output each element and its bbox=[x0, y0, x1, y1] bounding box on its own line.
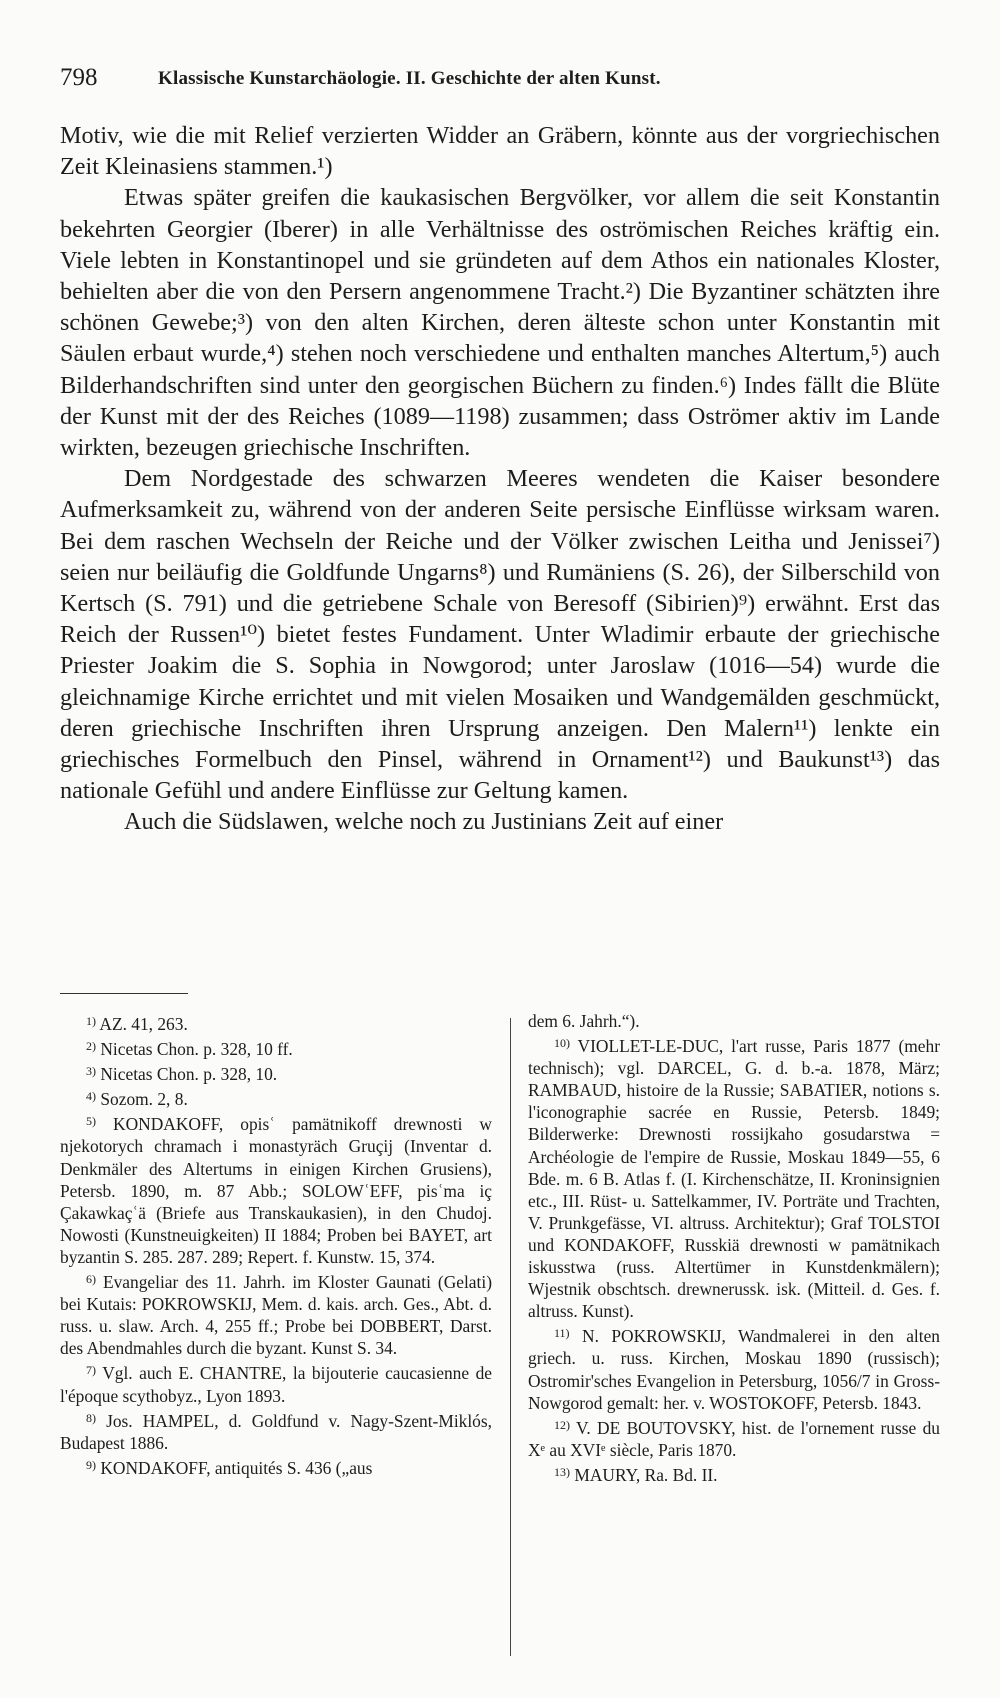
footnote-7: $^{7)}$ Vgl. auch E. CHANTRE, la bijouterie caucasienne de l'époque scythobyz., Lyon 1893. bbox=[60, 1363, 492, 1406]
paragraph-3: Dem Nordgestade des schwarzen Meeres wendeten die Kaiser besondere Aufmerksamkeit zu, während von der anderen Seite persische Einflüsse wirksam waren. Bei dem raschen Wechseln der Reiche und der Völker zwischen Leitha und Jenissei⁷) seien nur beiläufig die Goldfunde Ungarns⁸) und Rumäniens (S. 26), der Silberschild von Kertsch (S. 791) und die getriebene Schale von Beresoff (Sibirien)⁹) erwähnt. Erst das Reich der Russen¹⁰) bietet festes Fundament. Unter Wladimir erbaute der griechische Priester Joakim die S. Sophia in Nowgorod; unter Jaroslaw (1016—54) wurde die gleichnamige Kirche errichtet und mit vielen Mosaiken und Wandgemälden geschmückt, deren griechische Inschriften ihren Ursprung anzeigen. Den Malern¹¹) lenkte ein griechisches Formelbuch den Pinsel, während in Ornament¹²) und Baukunst¹³) das nationale Gefühl und andere Einflüsse zur Geltung kamen. bbox=[60, 465, 940, 805]
paragraph-2: Etwas später greifen die kaukasischen Bergvölker, vor allem die seit Konstantin bekehrten Georgier (Iberer) in alle Verhältnisse des oströmischen Reiches kräftig ein. Viele lebten in Konstantinopel und sie gründeten auf dem Athos ein nationales Kloster, behielten aber die von den Persern angenommene Tracht.²) Die Byzantiner schätzten ihre schönen Gewebe;³) von den alten Kirchen, deren älteste schon unter Konstantin mit Säulen erbaut wurde,⁴) stehen noch verschiedene und enthalten manches Altertum,⁵) auch Bilderhandschriften sind unter den georgischen Büchern zu finden.⁶) Indes fällt die Blüte der Kunst mit der des Reiches (1089—1198) zusammen; dass Oströmer aktiv im Lande wirkten, bezeugen griechische Inschriften. bbox=[60, 184, 940, 462]
footnote-13: $^{13)}$ MAURY, Ra. Bd. II. bbox=[554, 1464, 718, 1485]
footnote-8: $^{8)}$ Jos. HAMPEL, d. Goldfund v. Nagy-Szent-Miklós, Budapest 1886. bbox=[60, 1410, 492, 1453]
footnote-1: $^{1)}$ AZ. 41, 263. bbox=[86, 1014, 188, 1034]
footnote-3: $^{3)}$ Nicetas Chon. p. 328, 10. bbox=[86, 1064, 278, 1085]
main-text bbox=[60, 120, 940, 838]
footnote-9-continued: dem 6. Jahrh.“). bbox=[528, 1011, 640, 1031]
footnote-separator bbox=[60, 993, 188, 994]
paragraph-1: Motiv, wie die mit Relief verzierten Widder an Gräbern, könnte aus der vorgriechischen Zeit Kleinasiens stammen.¹) bbox=[60, 122, 940, 181]
running-head bbox=[60, 60, 880, 96]
footnotes-right-column bbox=[528, 1010, 940, 1486]
footnote-12: $^{12)}$ V. DE BOUTOVSKY, hist. de l'ornement russe du Xᵉ au XVIᵉ siècle, Paris 1870. bbox=[528, 1417, 940, 1460]
footnote-6: $^{6)}$ Evangeliar des 11. Jahrh. im Kloster Gaunati (Gelati) bei Kutais: POKROWSKIJ, Mem. d. kais. arch. Ges., Abt. d. russ. u. slaw. Arch. 4, 255 ff.; Probe bei DOBBERT, Darst. des Abendmahles durch die byzant. Kunst S. 34. bbox=[60, 1272, 492, 1359]
footnote-2: $^{2)}$ Nicetas Chon. p. 328, 10 ff. bbox=[86, 1039, 293, 1060]
running-title: Klassische Kunstarchäologie. II. Geschichte der alten Kunst. bbox=[158, 68, 661, 89]
footnote-4: $^{4)}$ Sozom. 2, 8. bbox=[86, 1089, 188, 1110]
footnote-column-divider bbox=[510, 1018, 511, 1656]
footnote-5: $^{5)}$ KONDAKOFF, opisʿ pamätnikoff drewnosti w njekotorych chramach i monastyräch Gruçij (Inventar d. Denkmäler des Altertums in einigen Kirchen Grusiens), Petersb. 1890, m. 87 Abb.; SOLOWʿEFF, pisʿma iç Çakawkaçʿä (Briefe aus Transkaukasien), in den Chudoj. Nowosti (Kunstneuigkeiten) II 1884; Proben bei BAYET, art byzantin S. 285. 287. 289; Repert. f. Kunstw. 15, 374. bbox=[60, 1114, 492, 1267]
footnote-9: $^{9)}$ KONDAKOFF, antiquités S. 436 („aus bbox=[86, 1457, 373, 1478]
paragraph-4: Auch die Südslawen, welche noch zu Justinians Zeit auf einer bbox=[124, 808, 724, 836]
footnote-11: $^{11)}$ N. POKROWSKIJ, Wandmalerei in den alten griech. u. russ. Kirchen, Moskau 1890 (russisch); Ostromir'sches Evangelion in Petersburg, 1056/7 in Gross-Nowgorod gemalt: her. v. WOSTOKOFF, Petersb. 1843. bbox=[528, 1326, 941, 1413]
page-number: 798 bbox=[60, 64, 98, 91]
footnotes-left-column bbox=[60, 1010, 492, 1479]
footnote-10: $^{10)}$ VIOLLET-LE-DUC, l'art russe, Paris 1877 (mehr technisch); vgl. DARCEL, G. d. b.-a. 1878, März; RAMBAUD, histoire de la Russie; SABATIER, notions s. l'iconographie sacrée en Russie, Petersb. 1849; Bilderwerke: Drewnosti rossijkaho gosudarstwa = Archéologie de l'empire de Russie, Moskau 1849—55, 6 Bde. m. 6 B. Atlas f. (I. Kirchenschätze, II. Kroninsignien etc., III. Rüst- u. Sattelkammer, IV. Porträte und Trachten, V. Prunkgefässe, VI. altruss. Architektur); Graf TOLSTOI und KONDAKOFF, Russkiä drewnosti w pamätnikach iskusstwa (russ. Altertümer in Kunstdenkmälern); Wjestnik obschtsch. drewnerussk. isk. (Mitteil. d. Ges. f. altruss. Kunst). bbox=[528, 1036, 940, 1322]
